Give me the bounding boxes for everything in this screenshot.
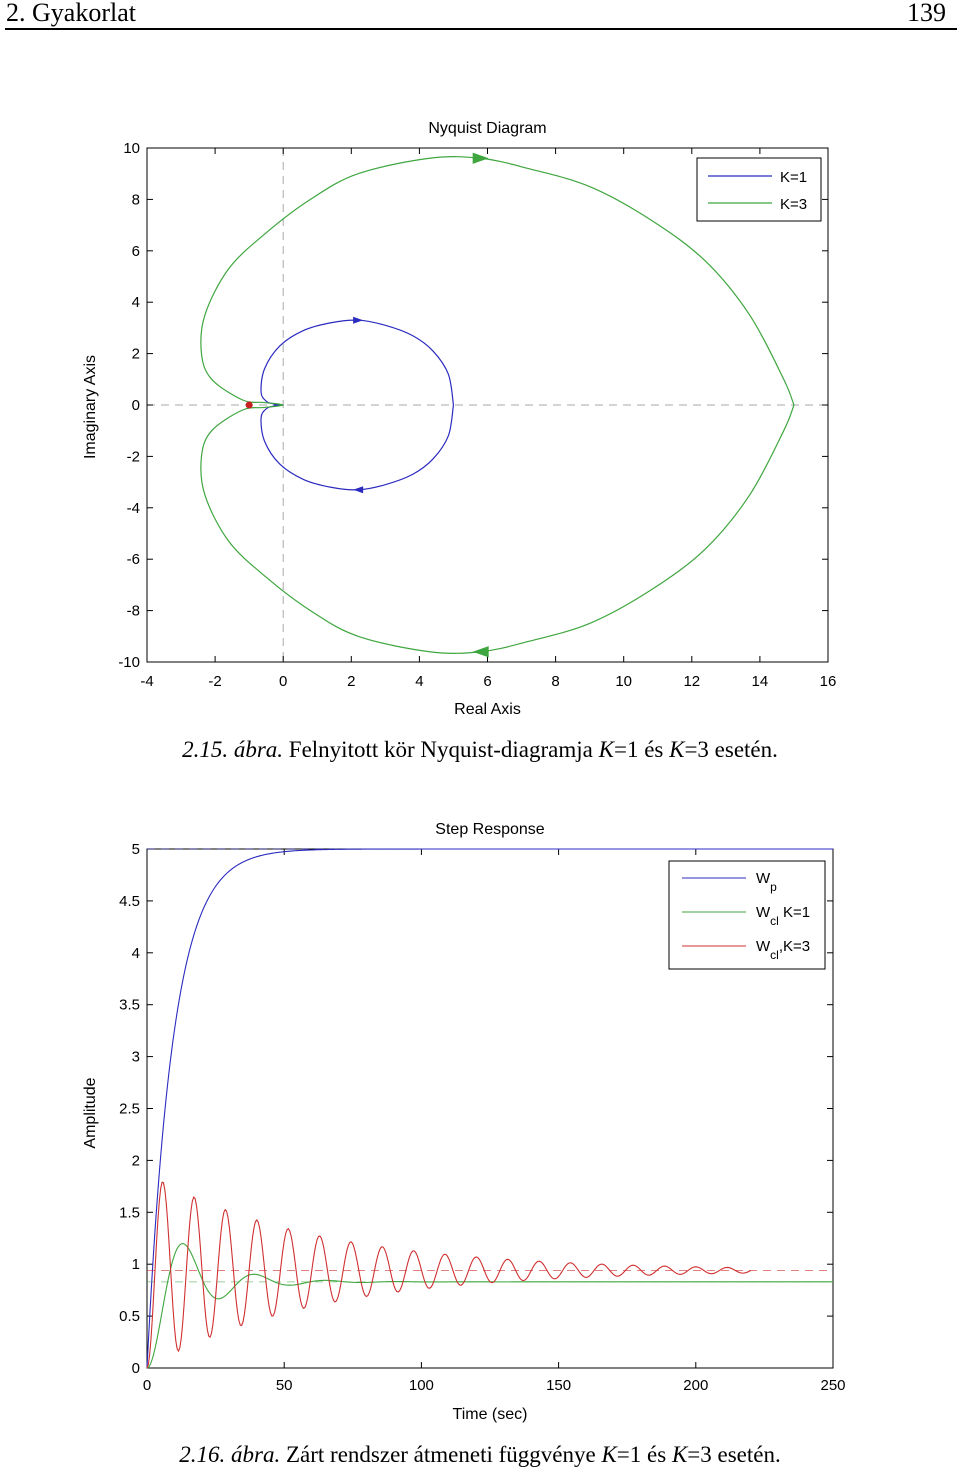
- caption-text: Zárt rendszer átmeneti függvénye: [280, 1442, 602, 1467]
- y-tick-label: -6: [126, 551, 140, 569]
- y-tick-label: 4: [131, 294, 140, 312]
- x-tick-label: 2: [347, 673, 356, 690]
- y-tick-label: 4.5: [119, 892, 140, 910]
- y-tick-label: 10: [123, 140, 140, 157]
- y-tick-label: 8: [131, 191, 140, 209]
- x-tick-label: 4: [415, 673, 424, 690]
- y-tick-label: -2: [126, 448, 140, 466]
- x-tick-label: 6: [483, 673, 492, 690]
- y-tick-label: 2.5: [119, 1100, 140, 1118]
- caption-k3-rest: =3 esetén.: [687, 1442, 781, 1467]
- y-tick-label: 0: [131, 397, 140, 414]
- y-tick-label: 1.5: [119, 1204, 140, 1222]
- figure-caption-2: [0, 1442, 960, 1468]
- y-tick-label: 2: [131, 345, 140, 363]
- direction-arrow: [353, 317, 363, 324]
- y-tick-label: 5: [131, 841, 140, 858]
- x-tick-label: 14: [751, 673, 769, 690]
- x-tick-label: 0: [142, 1377, 152, 1394]
- caption-k3-rest: =3 esetén.: [684, 737, 778, 762]
- x-tick-label: 10: [615, 673, 633, 690]
- x-tick-label: 8: [551, 673, 560, 690]
- caption-word: ábra.: [231, 1442, 281, 1467]
- y-axis-label: Amplitude: [82, 1077, 99, 1149]
- page-number: 139: [907, 0, 946, 27]
- legend-label: $W_p$: [756, 870, 777, 894]
- y-tick-label: 4: [131, 944, 140, 962]
- legend: [697, 158, 821, 221]
- legend-label: K=1: [780, 169, 808, 186]
- y-tick-label: -10: [118, 654, 140, 671]
- y-tick-label: 6: [131, 242, 140, 260]
- y-tick-label: -4: [126, 499, 140, 517]
- x-tick-label: 50: [275, 1377, 293, 1394]
- caption-k1: K: [601, 1442, 617, 1467]
- y-axis-label: Imaginary Axis: [82, 354, 99, 460]
- x-tick-label: 100: [408, 1377, 434, 1394]
- chart-title: Step Response: [435, 821, 545, 838]
- caption-k1-rest: =1 és: [616, 1442, 672, 1467]
- legend-label: $W_{cl},K=3$: [756, 938, 811, 962]
- chapter-title: 2. Gyakorlat: [6, 0, 136, 27]
- y-tick-label: 0: [131, 1360, 140, 1377]
- caption-text: Felnyitott kör Nyquist-diagramja: [283, 737, 599, 762]
- x-tick-label: 12: [683, 673, 701, 690]
- y-tick-label: 3.5: [119, 996, 140, 1014]
- step-response-chart: [0, 780, 960, 1440]
- x-axis-label: Real Axis: [454, 701, 521, 718]
- nyquist-chart: [0, 0, 960, 730]
- figure-caption-1: [0, 737, 960, 763]
- y-tick-label: 2: [131, 1152, 140, 1170]
- caption-k1-rest: =1 és: [613, 737, 670, 762]
- x-tick-label: 250: [820, 1377, 846, 1394]
- x-axis-label: Time (sec): [452, 1406, 528, 1423]
- caption-number: 2.15.: [182, 737, 229, 762]
- caption-number: 2.16.: [179, 1442, 226, 1467]
- chart-title: Nyquist Diagram: [428, 120, 547, 137]
- y-tick-label: 3: [131, 1048, 140, 1066]
- caption-k3: K: [671, 1442, 688, 1467]
- series-line-2: [147, 1182, 751, 1368]
- critical-point-marker: [246, 402, 253, 409]
- direction-arrow: [473, 646, 489, 657]
- y-tick-label: -8: [126, 602, 140, 620]
- caption-k3: K: [669, 737, 685, 762]
- legend-label: K=3: [780, 196, 808, 213]
- series-k1-negative: [261, 405, 453, 490]
- caption-word: ábra.: [233, 737, 284, 762]
- y-tick-label: 1: [131, 1256, 140, 1274]
- series-k3-negative: [201, 405, 794, 653]
- direction-arrow: [353, 486, 363, 493]
- x-tick-label: -2: [208, 673, 222, 690]
- legend: [669, 861, 825, 969]
- x-tick-label: 16: [819, 673, 837, 690]
- x-tick-label: -4: [140, 673, 154, 690]
- x-tick-label: 150: [546, 1377, 572, 1394]
- x-tick-label: 0: [279, 673, 288, 690]
- direction-arrow: [473, 153, 489, 164]
- x-tick-label: 200: [683, 1377, 709, 1394]
- caption-k1: K: [598, 737, 614, 762]
- y-tick-label: 0.5: [119, 1308, 140, 1326]
- series-k1-positive: [261, 320, 453, 405]
- legend-label: $W_{cl}$ K=1: [756, 904, 811, 928]
